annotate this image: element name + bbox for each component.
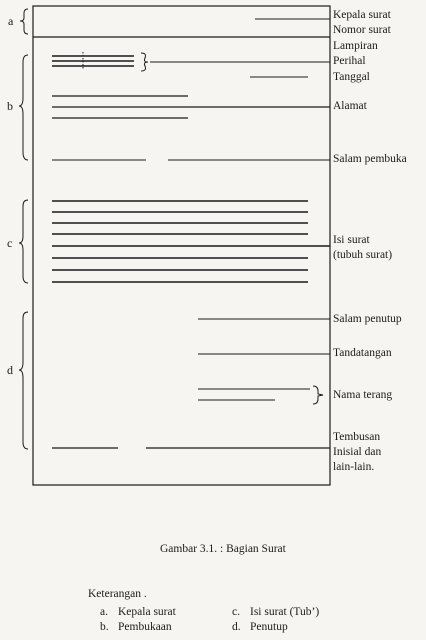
label-lampiran: Lampiran — [333, 40, 378, 52]
label-tanggal: Tanggal — [333, 71, 370, 83]
legend-key: c. — [232, 606, 240, 618]
legend-text: Isi surat (Tub’) — [250, 606, 320, 618]
section-letter-a: a — [8, 14, 14, 28]
legend-item-d — [232, 621, 288, 633]
legend-title: Keterangan . — [88, 588, 147, 600]
legend-key: b. — [100, 621, 109, 633]
label-tembusan: Tembusan — [333, 431, 381, 443]
perihal-brace — [141, 53, 148, 71]
brace-b — [19, 55, 28, 160]
nama-terang-brace — [313, 386, 323, 404]
label-perihal: Perihal — [333, 55, 366, 67]
legend-item-b — [100, 621, 172, 633]
label-lain-lain: lain-lain. — [333, 461, 375, 473]
label-salam-penutup: Salam penutup — [333, 313, 402, 325]
label-tubuh-surat: (tubuh surat) — [333, 249, 393, 261]
label-nama-terang: Nama terang — [333, 389, 393, 401]
legend-item-a — [100, 606, 176, 618]
brace-c — [19, 200, 28, 283]
legend-text: Kepala surat — [118, 606, 176, 618]
label-salam-pembuka: Salam pembuka — [333, 153, 407, 165]
brace-d — [19, 312, 28, 449]
brace-a — [20, 9, 28, 34]
section-letter-d: d — [7, 363, 13, 377]
label-inisial: Inisial dan — [333, 446, 382, 458]
label-tandatangan: Tandatangan — [333, 347, 392, 359]
section-letter-c: c — [7, 236, 13, 250]
legend-key: a. — [100, 606, 108, 618]
label-alamat: Alamat — [333, 100, 367, 112]
legend-text: Penutup — [250, 621, 288, 633]
section-letter-b: b — [7, 99, 13, 113]
label-kepala-surat: Kepala surat — [333, 9, 391, 21]
legend-text: Pembukaan — [118, 621, 172, 633]
legend-key: d. — [232, 621, 241, 633]
label-isi-surat: Isi surat — [333, 234, 370, 246]
legend-item-c — [232, 606, 319, 618]
label-nomor-surat: Nomor surat — [333, 24, 391, 36]
figure-caption: Gambar 3.1. : Bagian Surat — [160, 543, 286, 555]
